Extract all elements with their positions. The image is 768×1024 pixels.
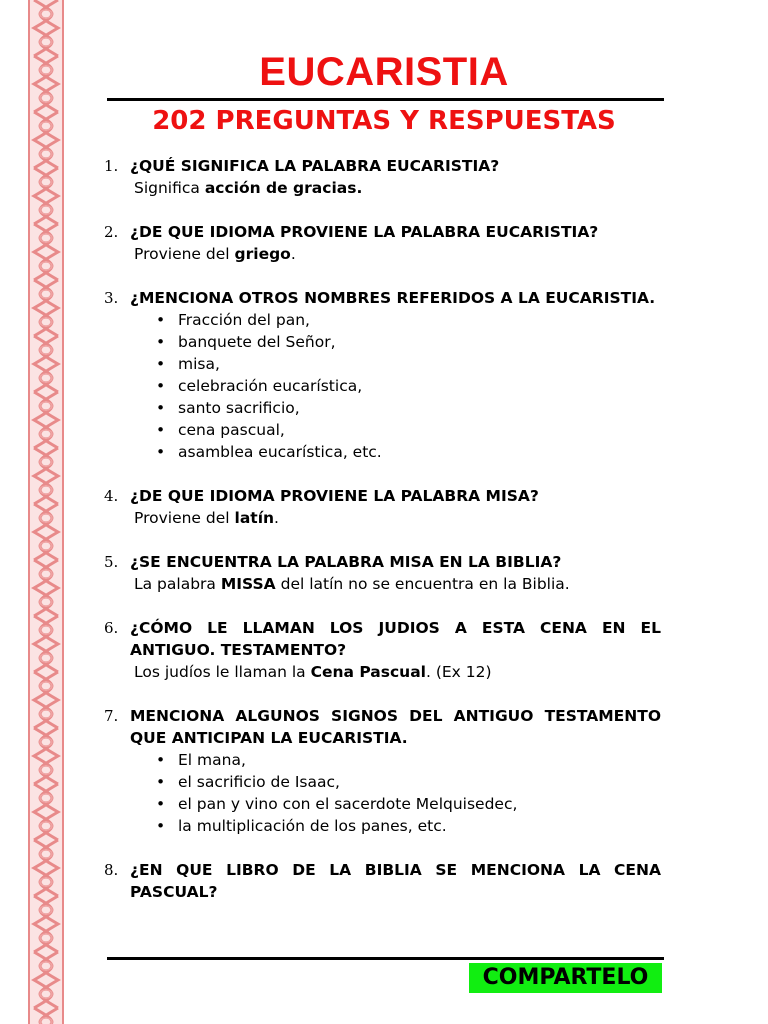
question-number: 7. <box>104 707 119 725</box>
answer-text: Los judíos le llaman la Cena Pascual. (Ex 12) <box>134 663 492 681</box>
list-item: • cena pascual, <box>154 419 661 441</box>
question-text: MENCIONA ALGUNOS SIGNOS DEL ANTIGUO TESTAMENTO QUE ANTICIPAN LA EUCARISTIA. <box>130 707 661 747</box>
decorative-celtic-border <box>28 0 64 1024</box>
question-text: ¿CÓMO LE LLAMAN LOS JUDIOS A ESTA CENA EN EL ANTIGUO. TESTAMENTO? <box>130 619 661 659</box>
qa-item-3 <box>104 287 661 463</box>
qa-item-2 <box>104 221 661 265</box>
question-text: ¿DE QUE IDIOMA PROVIENE LA PALABRA EUCARISTIA? <box>130 223 599 241</box>
question-number: 3. <box>104 289 119 307</box>
list-item: • celebración eucarística, <box>154 375 661 397</box>
qa-item-4 <box>104 485 661 529</box>
list-item: • banquete del Señor, <box>154 331 661 353</box>
list-item: • misa, <box>154 353 661 375</box>
list-item: • Fracción del pan, <box>154 309 661 331</box>
list-item: • santo sacrificio, <box>154 397 661 419</box>
question-text: ¿DE QUE IDIOMA PROVIENE LA PALABRA MISA? <box>130 487 539 505</box>
question-number: 8. <box>104 861 119 879</box>
answer-text: La palabra MISSA del latín no se encuentra en la Biblia. <box>134 575 570 593</box>
qa-list <box>104 155 661 925</box>
answer-text: Proviene del latín. <box>134 509 279 527</box>
question-text: ¿EN QUE LIBRO DE LA BIBLIA SE MENCIONA LA CENA PASCUAL? <box>130 861 661 901</box>
question-number: 4. <box>104 487 119 505</box>
divider-bottom <box>107 957 664 960</box>
question-number: 2. <box>104 223 119 241</box>
qa-item-1 <box>104 155 661 199</box>
question-number: 6. <box>104 619 119 637</box>
question-number: 5. <box>104 553 119 571</box>
question-text: ¿MENCIONA OTROS NOMBRES REFERIDOS A LA EUCARISTIA. <box>130 289 656 307</box>
document-subtitle: 202 PREGUNTAS Y RESPUESTAS <box>152 106 616 136</box>
list-item: • el pan y vino con el sacerdote Melquisedec, <box>154 793 661 815</box>
answer-text: Proviene del griego. <box>134 245 296 263</box>
share-banner: COMPARTELO <box>469 963 662 993</box>
question-text: ¿QUÉ SIGNIFICA LA PALABRA EUCARISTIA? <box>130 157 500 175</box>
qa-item-6 <box>104 617 661 683</box>
list-item: • la multiplicación de los panes, etc. <box>154 815 661 837</box>
answer-text: Significa acción de gracias. <box>134 179 363 197</box>
qa-item-5 <box>104 551 661 595</box>
divider-top <box>107 98 664 101</box>
qa-item-8 <box>104 859 661 903</box>
list-item: • el sacrificio de Isaac, <box>154 771 661 793</box>
document-title: EUCARISTIA <box>259 50 509 94</box>
list-item: • El mana, <box>154 749 661 771</box>
answer-bullet-list <box>104 749 661 837</box>
question-text: ¿SE ENCUENTRA LA PALABRA MISA EN LA BIBLIA? <box>130 553 562 571</box>
answer-bullet-list <box>104 309 661 463</box>
list-item: • asamblea eucarística, etc. <box>154 441 661 463</box>
question-number: 1. <box>104 157 119 175</box>
qa-item-7 <box>104 705 661 837</box>
